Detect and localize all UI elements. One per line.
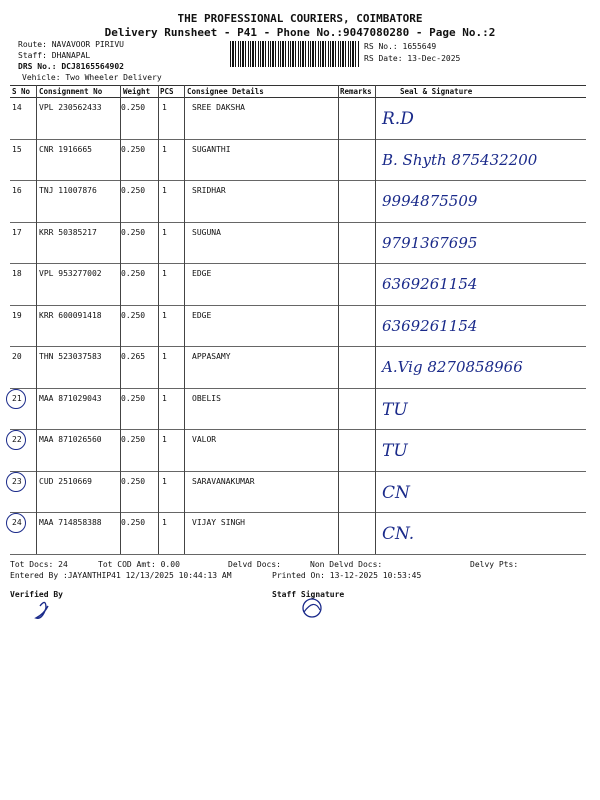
row-consignment-no: TNJ 11007876	[39, 186, 97, 195]
row-consignment-no: CNR 1916665	[39, 144, 92, 154]
delivery-points: Delvy Pts:	[470, 560, 519, 569]
row-sno: 17	[12, 227, 22, 237]
row-sno: 14	[12, 103, 22, 112]
row-pcs: 1	[162, 269, 167, 278]
total-docs: Tot Docs: 24	[10, 560, 68, 569]
row-weight: 0.250	[121, 310, 146, 320]
company-title: THE PROFESSIONAL COURIERS, COIMBATORE	[177, 12, 423, 25]
printed-on: Printed On: 13-12-2025 10:53:45	[272, 571, 422, 580]
column-header: S No	[12, 87, 31, 96]
column-header: Remarks	[340, 87, 372, 96]
rs-number: RS No.: 1655649	[364, 42, 437, 51]
row-weight: 0.250	[121, 269, 146, 278]
row-weight: 0.265	[121, 352, 146, 361]
row-consignment-no: VPL 953277002	[39, 269, 102, 278]
row-signature: 6369261154	[382, 316, 478, 335]
row-pcs: 1	[162, 435, 167, 444]
row-signature: CN	[382, 482, 410, 503]
row-signature: 9791367695	[382, 233, 478, 252]
row-consignment-no: VPL 230562433	[39, 103, 102, 112]
row-pcs: 1	[162, 352, 167, 361]
entered-by: Entered By :JAYANTHIP41 12/13/2025 10:44:13 AM	[10, 571, 232, 580]
row-signature: TU	[382, 441, 408, 461]
route: Route: NAVAVOOR PIRIVU	[18, 40, 124, 49]
rs-date: RS Date: 13-Dec-2025	[364, 54, 461, 63]
row-sno: 21	[12, 393, 22, 403]
column-header: PCS	[160, 87, 174, 96]
row-signature: A.Vig 8270858966	[382, 358, 523, 376]
row-consignee: APPASAMY	[192, 352, 231, 361]
row-weight: 0.250	[121, 393, 146, 403]
row-signature: 6369261154	[382, 275, 478, 293]
row-sno: 15	[12, 144, 22, 154]
row-signature: CN.	[382, 524, 415, 544]
row-consignee: VIJAY SINGH	[192, 518, 245, 527]
staff-signature-label: Staff Signature	[272, 590, 345, 599]
row-sno: 20	[12, 352, 22, 361]
delivered-docs: Delvd Docs:	[228, 560, 281, 569]
row-pcs: 1	[162, 310, 167, 320]
total-cod-amount: Tot COD Amt: 0.00	[98, 560, 180, 569]
row-consignment-no: MAA 714858388	[39, 518, 102, 527]
row-sno: 22	[12, 435, 22, 444]
row-consignment-no: KRR 600091418	[39, 310, 102, 320]
column-header: Consignee Details	[187, 87, 264, 96]
drs-number: DRS No.: DCJ8165564902	[18, 62, 124, 71]
row-weight: 0.250	[121, 227, 146, 237]
row-consignee: SARAVANAKUMAR	[192, 476, 255, 486]
row-sno: 16	[12, 186, 22, 195]
row-consignee: OBELIS	[192, 393, 221, 403]
row-consignee: SRIDHAR	[192, 186, 226, 195]
row-consignee: VALOR	[192, 435, 217, 444]
row-consignment-no: THN 523037583	[39, 352, 102, 361]
row-weight: 0.250	[121, 435, 146, 444]
non-delivered-docs: Non Delvd Docs:	[310, 560, 383, 569]
row-weight: 0.250	[121, 186, 146, 195]
row-consignee: EDGE	[192, 310, 212, 320]
row-signature: R.D	[382, 109, 414, 129]
vehicle: Vehicle: Two Wheeler Delivery	[22, 73, 162, 82]
row-weight: 0.250	[121, 476, 146, 486]
row-signature: 9994875509	[382, 192, 478, 210]
staff: Staff: DHANAPAL	[18, 51, 91, 60]
row-consignment-no: MAA 871029043	[39, 393, 102, 403]
row-pcs: 1	[162, 476, 167, 486]
row-consignee: SREE DAKSHA	[192, 103, 245, 112]
row-consignment-no: CUD 2510669	[39, 476, 92, 486]
row-consignment-no: KRR 50385217	[39, 227, 97, 237]
row-weight: 0.250	[121, 518, 146, 527]
column-header: Seal & Signature	[400, 87, 473, 96]
row-consignment-no: MAA 871026560	[39, 435, 102, 444]
row-signature: B. Shyth 875432200	[382, 150, 538, 169]
row-pcs: 1	[162, 186, 167, 195]
row-pcs: 1	[162, 393, 167, 403]
column-header: Weight	[123, 87, 151, 96]
row-sno: 18	[12, 269, 22, 278]
row-signature: TU	[382, 399, 408, 420]
row-sno: 19	[12, 310, 22, 320]
row-pcs: 1	[162, 144, 167, 154]
row-consignee: SUGANTHI	[192, 144, 231, 154]
runsheet-subtitle: Delivery Runsheet - P41 - Phone No.:9047080280 - Page No.:2	[104, 26, 496, 39]
row-pcs: 1	[162, 227, 167, 237]
row-pcs: 1	[162, 103, 167, 112]
row-sno: 24	[12, 518, 22, 527]
verified-by-label: Verified By	[10, 590, 63, 599]
row-pcs: 1	[162, 518, 167, 527]
row-consignee: SUGUNA	[192, 227, 221, 237]
row-sno: 23	[12, 476, 22, 486]
column-header: Consignment No	[39, 87, 103, 96]
row-consignee: EDGE	[192, 269, 212, 278]
row-weight: 0.250	[121, 144, 146, 154]
row-weight: 0.250	[121, 103, 146, 112]
